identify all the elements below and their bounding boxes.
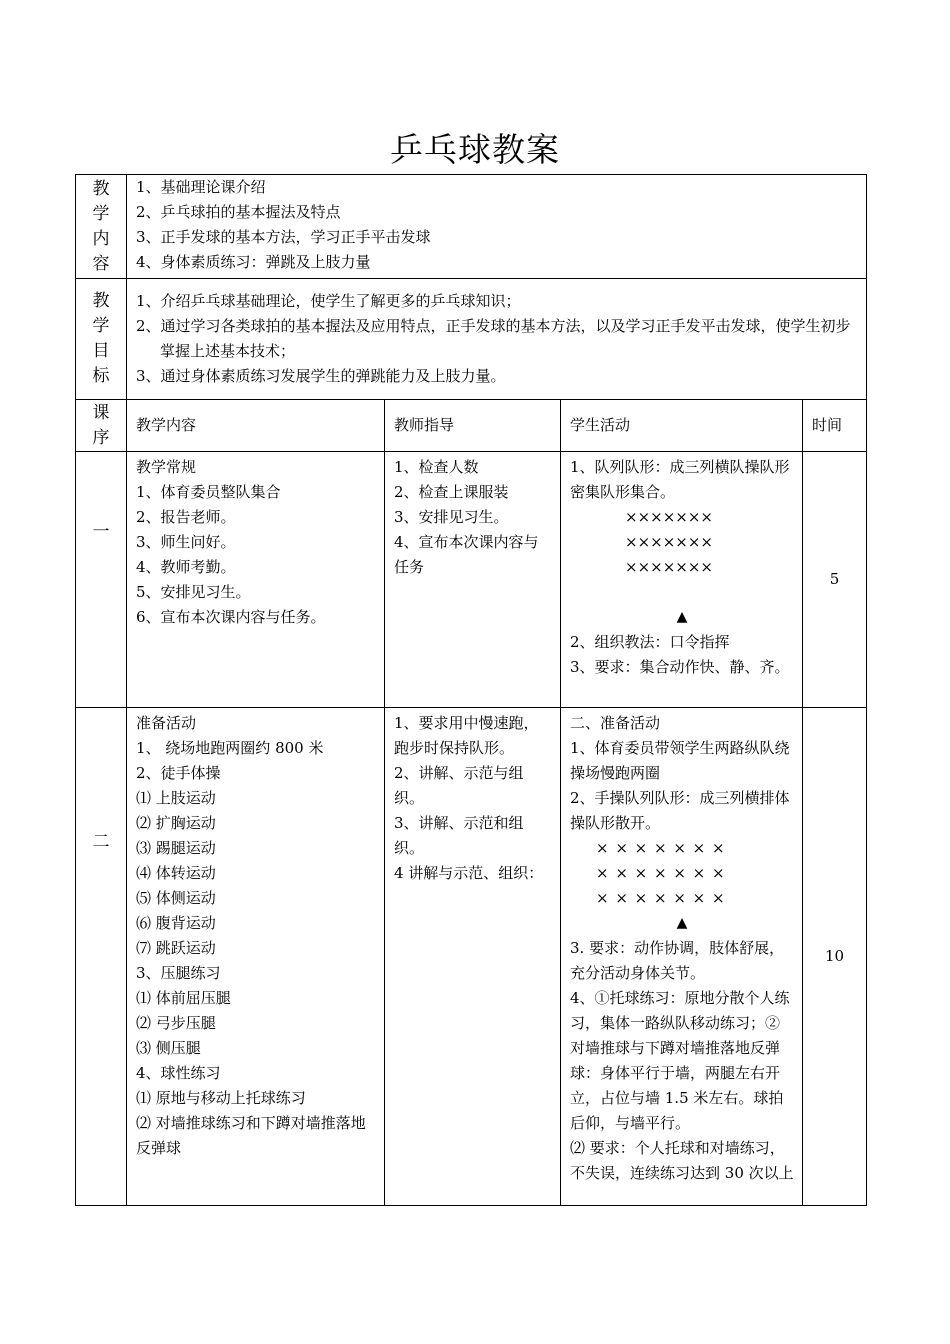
row-seq: 一 xyxy=(76,452,127,708)
page-title: 乒乓球教案 xyxy=(390,130,560,169)
row-time: 10 xyxy=(803,708,867,1206)
header-teacher: 教师指导 xyxy=(385,400,561,452)
teacher-position-icon: ▲ xyxy=(676,915,688,931)
header-time: 时间 xyxy=(803,400,867,452)
table-header-row xyxy=(76,400,867,452)
goals-items xyxy=(127,279,867,400)
formation-line: ××××××× xyxy=(625,508,713,526)
goals-row xyxy=(76,279,867,400)
header-content: 教学内容 xyxy=(127,400,385,452)
goal-item: 2、通过学习各类球拍的基本握法及应用特点，正手发球的基本方法，以及学习正手发平击发球，使学生初步掌握上述基本技术； xyxy=(136,317,851,360)
goal-item: 3、通过身体素质练习发展学生的弹跳能力及上肢力量。 xyxy=(136,367,506,385)
lesson-plan-table xyxy=(75,174,867,1206)
row-time: 5 xyxy=(803,452,867,708)
goals-label: 教 学 目 标 xyxy=(76,279,127,400)
content-item: 2、乒乓球拍的基本握法及特点 xyxy=(136,203,341,221)
content-row xyxy=(76,175,867,279)
formation-line: × × × × × × × xyxy=(596,889,726,907)
formation-line: × × × × × × × xyxy=(596,839,726,857)
row-teacher: 1、要求用中慢速跑，跑步时保持队形。 2、讲解、示范与组织。 3、讲解、示范和组织。 4 讲解与示范、组织： xyxy=(385,708,561,1206)
row-content: 准备活动 1、 绕场地跑两圈约 800 米 2、徒手体操 ⑴ 上肢运动 ⑵ 扩胸运动 ⑶ 踢腿运动 ⑷ 体转运动 ⑸ 体侧运动 ⑹ 腹背运动 ⑺ 跳跃运动 3、压腿练习 ⑴ 体前屈压腿 ⑵ 弓步压腿 ⑶ 侧压腿 4、球性练习 ⑴ 原地与移动上托球练习 ⑵ 对墙推球练习和下蹲对墙推落地反弹球 xyxy=(127,708,385,1206)
content-item: 3、正手发球的基本方法，学习正手平击发球 xyxy=(136,228,431,246)
content-item: 4、身体素质练习：弹跳及上肢力量 xyxy=(136,253,371,271)
table-row xyxy=(76,708,867,1206)
formation-line: × × × × × × × xyxy=(596,864,726,882)
content-items xyxy=(127,175,867,279)
table-row xyxy=(76,452,867,708)
row-student: 1、队列队形：成三列横队操队形密集队形集合。 ××××××× ××××××× ××××××× ▲ 2、组织教法：口令指挥 3、要求：集合动作快、静、齐。 xyxy=(561,452,803,708)
formation-line: ××××××× xyxy=(625,533,713,551)
row-seq: 二 xyxy=(76,708,127,1206)
content-label: 教 学 内 容 xyxy=(76,175,127,279)
header-seq: 课 序 xyxy=(76,400,127,452)
row-teacher: 1、检查人数 2、检查上课服装 3、安排见习生。 4、宣布本次课内容与任务 xyxy=(385,452,561,708)
row-content: 教学常规 1、体育委员整队集合 2、报告老师。 3、师生问好。 4、教师考勤。 5、安排见习生。 6、宣布本次课内容与任务。 xyxy=(127,452,385,708)
teacher-position-icon: ▲ xyxy=(676,609,688,625)
header-student: 学生活动 xyxy=(561,400,803,452)
row-student: 二、准备活动 1、体育委员带领学生两路纵队绕操场慢跑两圈 2、手操队列队形：成三列横排体操队形散开。 × × × × × × × × × × × × × × × × × × × × × ▲ 3. 要求：动作协调，肢体舒展，充分活动身体关节。 4、①托球练习：原地分散个人练习，集体一路纵队移动练习；② 对墙推球与下蹲对墙推落地反弹球：身体平行于墙，两腿左右开立，占位与墙 1.5 米左右。球拍后仰，与墙平行。 ⑵ 要求：个人托球和对墙练习，不失误，连续练习达到 30 次以上 xyxy=(561,708,803,1206)
formation-line: ××××××× xyxy=(625,558,713,576)
goal-item: 1、介绍乒乓球基础理论，使学生了解更多的乒乓球知识； xyxy=(136,292,521,310)
content-item: 1、基础理论课介绍 xyxy=(136,178,266,196)
